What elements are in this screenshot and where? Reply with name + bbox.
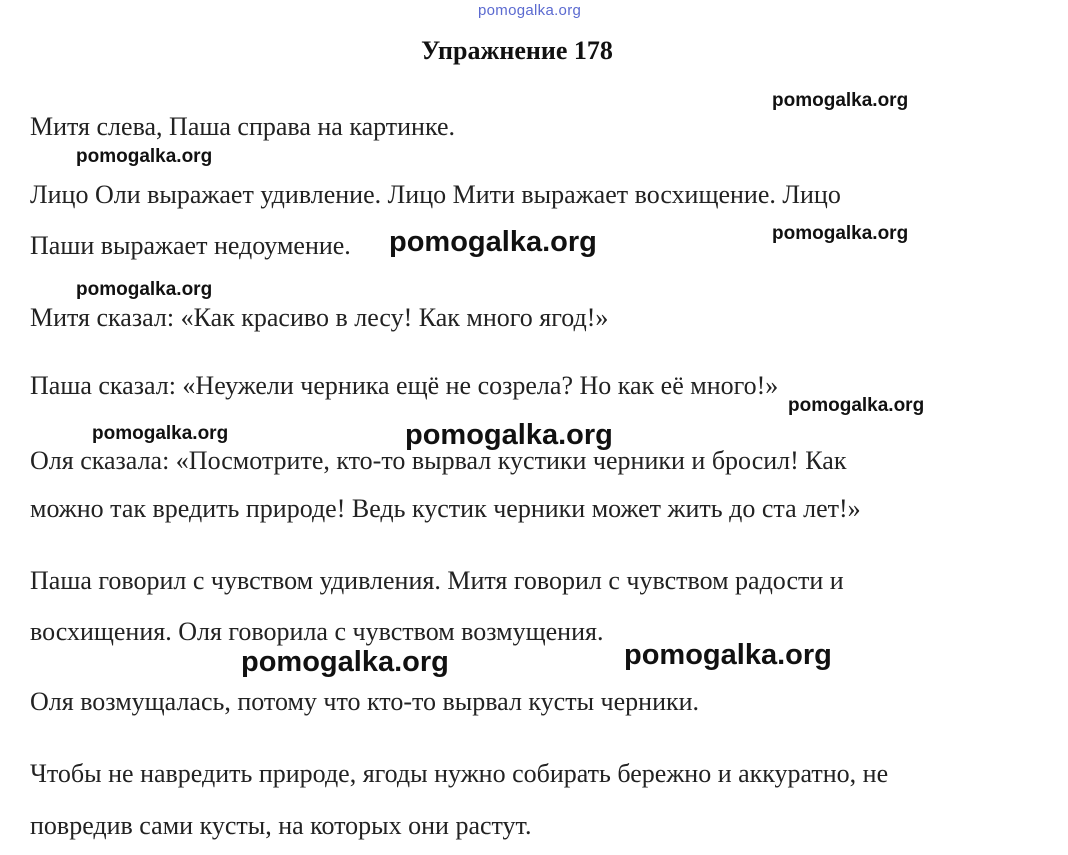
text-line-10: Оля возмущалась, потому что кто-то вырвал кусты черники. (30, 687, 700, 716)
watermark: pomogalka.org (772, 90, 909, 111)
watermark: pomogalka.org (76, 146, 213, 167)
watermark: pomogalka.org (389, 226, 597, 258)
watermark: pomogalka.org (76, 279, 213, 300)
text-line-12: повредив сами кусты, на которых они растут. (30, 811, 532, 840)
text-line-2: Лицо Оли выражает удивление. Лицо Мити выражает восхищение. Лицо (30, 180, 841, 209)
site-link[interactable]: pomogalka.org (478, 2, 582, 19)
watermark: pomogalka.org (772, 223, 909, 244)
watermark: pomogalka.org (241, 646, 449, 678)
text-line-6: Оля сказала: «Посмотрите, кто-то вырвал кустики черники и бросил! Как (30, 446, 847, 475)
text-line-7: можно так вредить природе! Ведь кустик черники может жить до ста лет!» (30, 494, 861, 523)
watermark: pomogalka.org (624, 639, 832, 671)
text-line-8: Паша говорил с чувством удивления. Митя говорил с чувством радости и (30, 566, 844, 595)
watermark: pomogalka.org (92, 423, 229, 444)
text-line-3: Паши выражает недоумение. (30, 231, 351, 260)
text-line-1: Митя слева, Паша справа на картинке. (30, 112, 455, 141)
text-line-4: Митя сказал: «Как красиво в лесу! Как много ягод!» (30, 303, 609, 332)
text-line-9: восхищения. Оля говорила с чувством возмущения. (30, 617, 604, 646)
watermark: pomogalka.org (788, 395, 925, 416)
text-line-5: Паша сказал: «Неужели черника ещё не созрела? Но как её много!» (30, 371, 779, 400)
watermark: pomogalka.org (405, 419, 613, 451)
exercise-title: Упражнение 178 (421, 36, 613, 65)
text-line-11: Чтобы не навредить природе, ягоды нужно собирать бережно и аккуратно, не (30, 759, 889, 788)
